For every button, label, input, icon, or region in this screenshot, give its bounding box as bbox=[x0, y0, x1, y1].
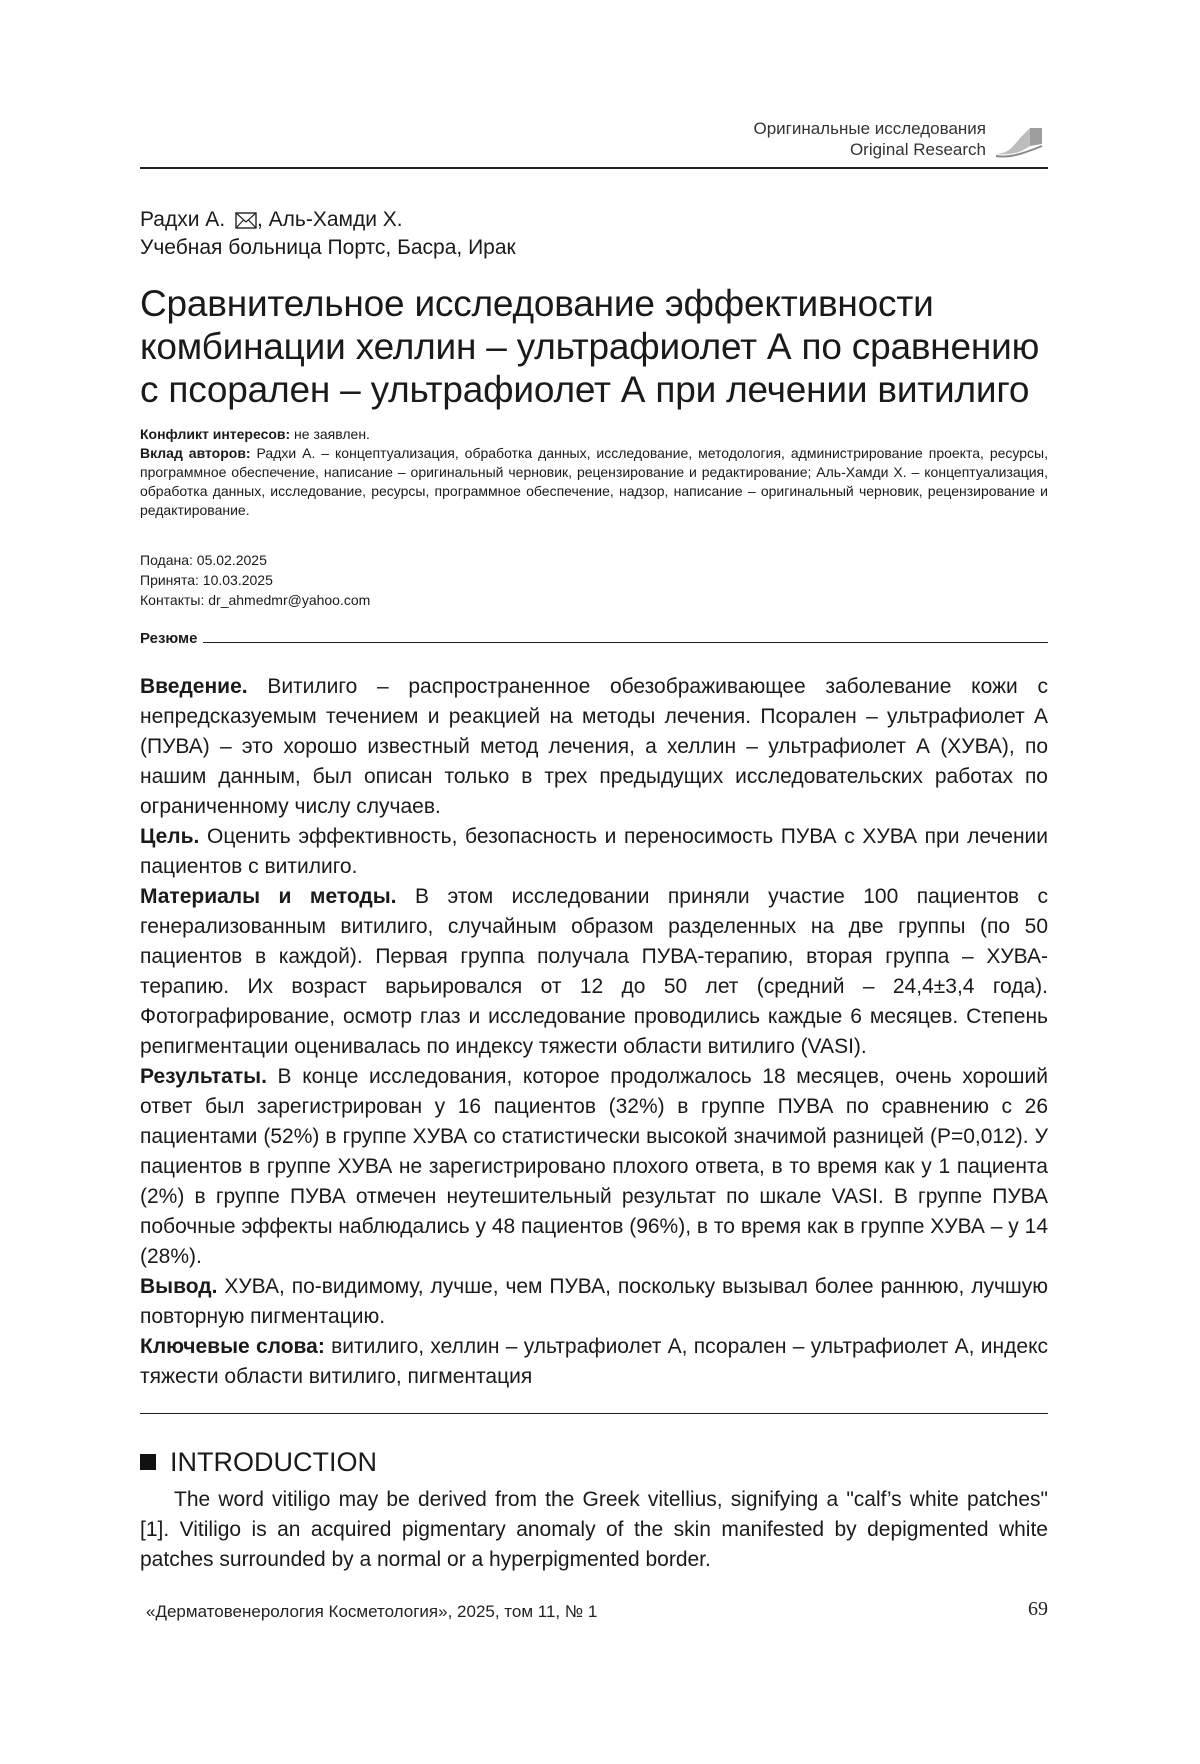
contacts: Контакты: dr_ahmedmr@yahoo.com bbox=[140, 592, 371, 608]
resume-heading bbox=[140, 630, 1048, 647]
square-bullet-icon bbox=[140, 1454, 156, 1470]
page-number: 69 bbox=[1028, 1598, 1048, 1620]
running-header bbox=[140, 118, 1048, 160]
intro-paragraph-text: The word vitiligo may be derived from the Greek vitellius, signifying a "calf’s white patches" [1]. Vitiligo is an acquired pigmentary anomaly of the skin manifested by depigmented white patches surrounded by a normal or a hyperpigmented border. bbox=[140, 1488, 1048, 1571]
affiliation: Учебная больница Портс, Басра, Ирак bbox=[140, 236, 516, 259]
author-2: , Аль-Хамди Х. bbox=[257, 208, 403, 231]
conclusion-label: Вывод. bbox=[140, 1275, 218, 1298]
abstract-conclusion bbox=[140, 1272, 1048, 1332]
keywords-text: витилиго, хеллин – ультрафиолет А, псорален – ультрафиолет А, индекс тяжести области витилиго, пигментация bbox=[140, 1335, 1048, 1388]
contrib-label: Вклад авторов: bbox=[140, 445, 251, 461]
contrib-text: Радхи А. – концептуализация, обработка данных, исследование, методология, администрирование проекта, ресурсы, программное обеспечение, написание – оригинальный черновик, рецензирование и редактирование; Аль-Хамди Х. – концептуализация, обработка данных, исследование, ресурсы, программное обеспечение, надзор, написание – оригинальный черновик, рецензирование и редактирование. bbox=[140, 445, 1048, 518]
intro-label: Введение. bbox=[140, 675, 248, 698]
header-rule bbox=[140, 167, 1048, 169]
conflict-label: Конфликт интересов: bbox=[140, 426, 291, 442]
intro-paragraph bbox=[140, 1485, 1048, 1575]
aim-text: Оценить эффективность, безопасность и переносимость ПУВА с ХУВА при лечении пациентов с витилиго. bbox=[140, 825, 1048, 878]
abstract-results bbox=[140, 1062, 1048, 1272]
article-dates bbox=[140, 550, 370, 610]
methods-text: В этом исследовании приняли участие 100 пациентов с генерализованным витилиго, случайным образом разделенных на две группы (по 50 пациентов в каждой). Первая группа получала ПУВА-терапию, вторая группа – ХУВА-терапию. Их возраст варьировался от 12 до 50 лет (средний – 24,4±3,4 года). Фотографирование, осмотр глаз и исследование проводились каждые 6 месяцев. Степень репигментации оценивалась по индексу тяжести области витилиго (VASI). bbox=[140, 885, 1048, 1058]
keywords-label: Ключевые слова: bbox=[140, 1335, 325, 1358]
author-1: Радхи А. bbox=[140, 208, 226, 231]
section-label-en: Original Research bbox=[849, 140, 986, 159]
abstract-methods bbox=[140, 882, 1048, 1062]
results-label: Результаты. bbox=[140, 1065, 267, 1088]
abstract-rule bbox=[140, 1413, 1048, 1414]
results-text: В конце исследования, которое продолжалось 18 месяцев, очень хороший ответ был зарегистрирован у 16 пациентов (32%) в группе ПУВА по сравнению с 26 пациентами (52%) в группе ХУВА со статистически высокой значимой разницей (P=0,012). У пациентов в группе ХУВА не зарегистрировано плохого ответа, в то время как у 1 пациента (2%) в группе ПУВА отмечен неутешительный результат по шкале VASI. В группе ПУВА побочные эффекты наблюдались у 48 пациентов (96%), в то время как в группе ХУВА – у 14 (28%). bbox=[140, 1065, 1048, 1268]
article-title: Сравнительное исследование эффективности комбинации хеллин – ультрафиолет А по сравнению с псорален – ультрафиолет А при лечении витилиго bbox=[140, 283, 1040, 410]
envelope-icon[interactable] bbox=[235, 212, 257, 229]
journal-logo-icon bbox=[990, 124, 1048, 162]
submitted-date: Подана: 05.02.2025 bbox=[140, 552, 267, 568]
section-label-ru: Оригинальные исследования bbox=[753, 119, 986, 138]
section-heading bbox=[140, 1446, 377, 1478]
methods-label: Материалы и методы. bbox=[140, 885, 397, 908]
authors-block bbox=[140, 206, 516, 262]
accepted-date: Принята: 10.03.2025 bbox=[140, 572, 273, 588]
author-contributions bbox=[140, 444, 1048, 520]
intro-text: Витилиго – распространенное обезображивающее заболевание кожи с непредсказуемым течением и реакцией на методы лечения. Псорален – ультрафиолет А (ПУВА) – это хорошо известный метод лечения, а хеллин – ультрафиолет А (ХУВА), по нашим данным, был описан только в трех предыдущих исследовательских работах по ограниченному числу случаев. bbox=[140, 675, 1048, 818]
abstract-aim bbox=[140, 822, 1048, 882]
footer-journal: «Дерматовенерология Косметология», 2025, том 11, № 1 bbox=[146, 1602, 598, 1621]
aim-label: Цель. bbox=[140, 825, 200, 848]
author-line bbox=[140, 206, 516, 234]
resume-label: Резюме bbox=[140, 630, 198, 647]
resume-rule bbox=[203, 642, 1048, 643]
conflict-text: не заявлен. bbox=[290, 426, 370, 442]
article-meta bbox=[140, 425, 1048, 520]
section-title: INTRODUCTION bbox=[170, 1447, 377, 1477]
conflict-of-interest bbox=[140, 425, 1048, 444]
abstract bbox=[140, 672, 1048, 1392]
abstract-keywords bbox=[140, 1332, 1048, 1392]
abstract-introduction bbox=[140, 672, 1048, 822]
conclusion-text: ХУВА, по-видимому, лучше, чем ПУВА, поскольку вызывал более раннюю, лучшую повторную пигментацию. bbox=[140, 1275, 1048, 1328]
